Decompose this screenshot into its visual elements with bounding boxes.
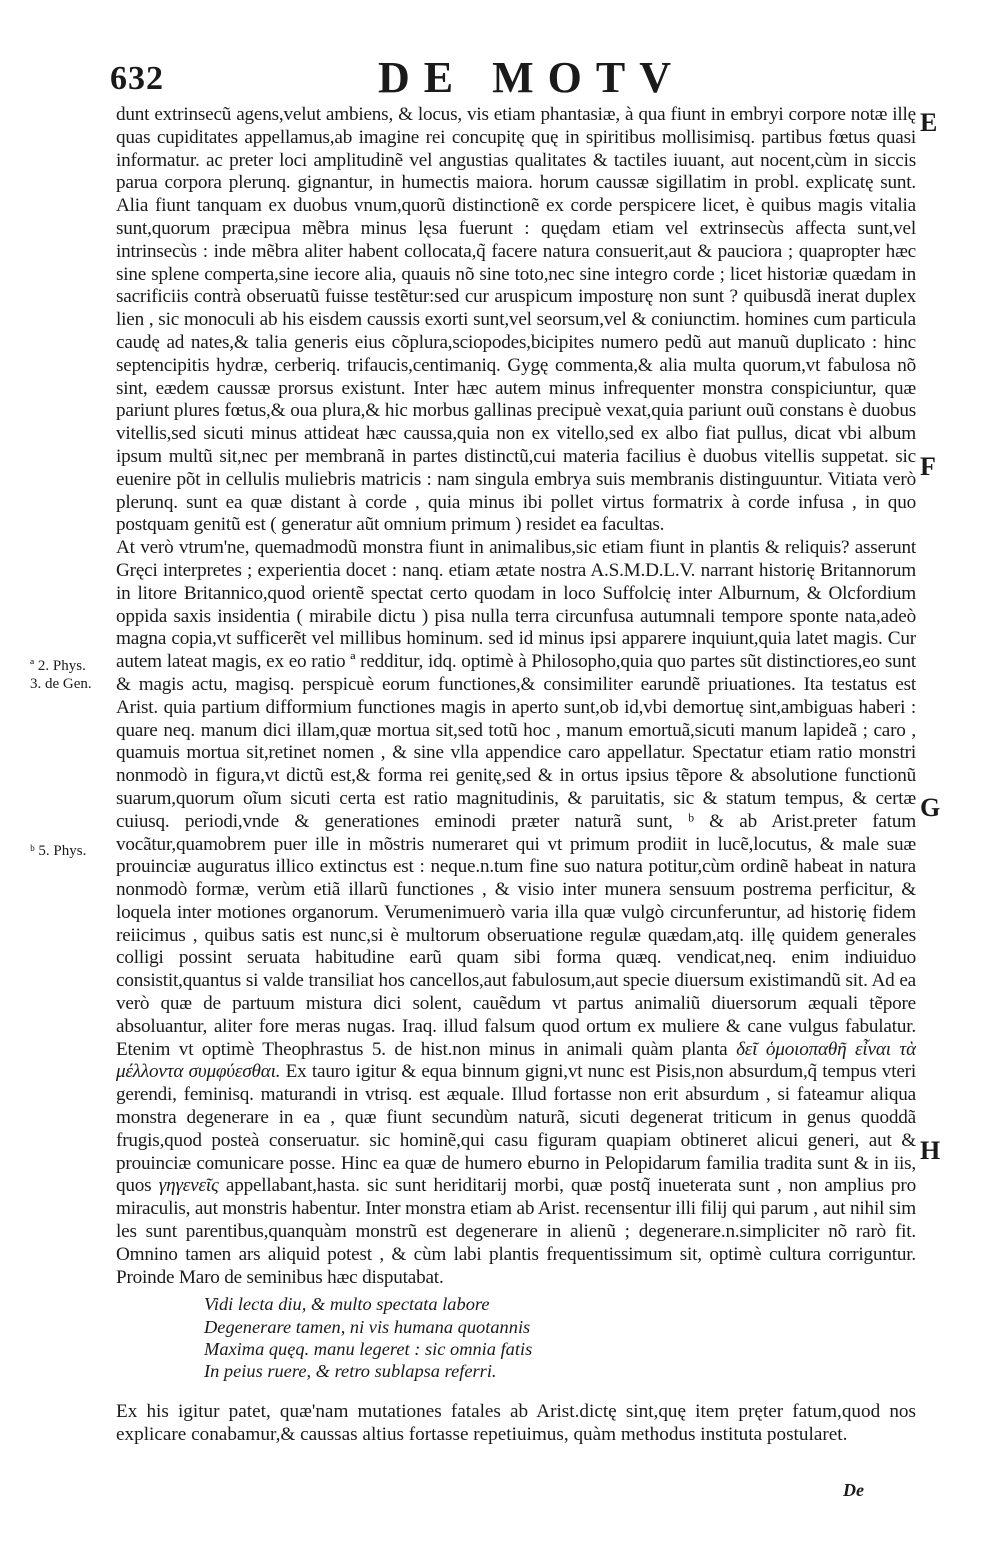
paragraph: dunt extrinsecũ agens,velut ambiens, & locus, vis etiam phantasiæ, à qua fiunt in embryi corpore notæ illę quas cupiditates appellamus,ab imagine rei concupitę quę in spiritibus mollisimisq. partibus fœtus quasi informatur. ac preter loci amplitudinẽ vel angustias qualitates & tactiles iuuant, aut nocent,cùm in siccis parua corpora plerunq. gignantur, in humectis maiora. horum caussæ sigillatim in probl. explicatę sunt. Alia fiunt tanquam ex duobus vnum,quorũ distinctionẽ ex corde perspicere licet, è quibus magis vitalia sunt,quorum præcipua mẽbra minus lęsa fuerunt : quędam etiam vel extrinsecùs affecta sunt,vel intrinsecùs : inde mẽbra aliter habent collocata,q̃ facere natura consuerit,aut & pauciora ; quapropter hæc sine splene comperta,sine iecore alia, quauis nõ sine toto,nec sine integro corde ; licet historiæ quædam in sacrificiis contrà obseruatũ fuisse testẽtur:sed cur aruspicum imposturę non sunt ? quibusdã inerat duplex lien , sic monoculi ab his eisdem caussis exorti sunt,vel seorsum,vel & coniunctim. homines cum particula caudę ad nates,& talia generis eius cõplura,sciopodes,bicipites numero pedũ aut manuũ duplicato : hinc septencipitis hydræ, cerberiq. trifaucis,centimaniq. Gygę commenta,& alia multa quorum,vt fabulosa nõ sint, eædem caussæ prorsus existunt. Inter hæc autem minus infrequenter monstra conspiciuntur, quæ pariunt plures fœtus,& oua plura,& hic morbus gallinas precipuè vexat,quia pariunt ouũ constans è duobus vitellis,sed sicuti minus attideat hæc caussa,quia non ex vitello,sed ex albo fiat pullus, dicat vbi album ipsum multũ sit,nec per membranã in partes distinctũ,cui materia facilius è duobus vitellis suppetat. sic euenire põt in cellulis muliebris matricis : nam singula embrya suis membranis distinguuntur. Vitiata verò plerunq. sunt ea quæ distant à corde , quia minus ibi pollet virtus formatrix à corde infusa , in quo postquam genitũ est ( generatur aũt omnium primum ) residet ea facultas. [116, 104, 916, 536]
running-head: DE MOTV [378, 53, 685, 102]
verse-line: Maxima quęq. manu legeret : sic omnia fatis [204, 1338, 533, 1359]
section-letter: G [920, 793, 941, 822]
verse-line: Degenerare tamen, ni vis humana quotannis [204, 1316, 531, 1337]
paragraph-text: appellabant,hasta. sic sunt heriditarij morbi, quæ postq̃ inueterata sunt , non amplius pro miraculis, aut monstris habentur. Inter monstra etiam ab Arist. recensentur illi filij qui parum , aut nihil sim les sunt parentibus,quanquàm monstrũ est degenerare in alienũ ; degenerare.n.simpliciter nõ rarò fit. Omnino tamen ars aliquid potest , & cùm labi plantis frequentissimum sit, optimè cultura corriguntur. Proinde Maro de seminibus hæc disputabat. [116, 1175, 916, 1288]
section-letter: F [920, 452, 936, 481]
margin-note: ᵇ 5. Phys. [30, 843, 87, 859]
page-header [110, 52, 930, 104]
verse-quote [204, 1293, 916, 1382]
section-letter: E [920, 108, 938, 137]
verse-line: In peius ruere, & retro sublapsa referri. [204, 1361, 497, 1382]
catchword: De [843, 1480, 864, 1500]
paragraph-text: At verò vtrum'ne, quemadmodũ monstra fiunt in animalibus,sic etiam fiunt in plantis & reliquis? asserunt Gręci interpretes ; experientia docet : nanq. etiam ætate nostra A.S.M.D.L.V. narrant historię Britannorum in litore Britannico,quod orientẽ spectat certo quodam in loco Suffolcię inter Alburnum, & Olcfordium oppida saxis insidentia ( mirabile dictu ) pisa nulla terra circunfusa autumnali tempore sponte nata,adeò magna copia,vt sufficerẽt vel millibus hominum. sed id minus ipsi apparere inquiunt,quia latet magis. Cur autem lateat magis, ex eo ratio ª redditur, idq. optimè à Philosopho,quia quo partes sũt distinctiores,eo sunt & magis actu, magisq. perspicuè eorum functiones,& consimiliter earundẽ priuationes. Ita testatus est Arist. quia partium difformium functiones magis in aperto sunt,ob id,vbi demortuę sint,ambiguas haberi : quare neq. manum dici illam,quæ mortua sit,sed totũ hoc , manum emortuã,sicuti manum lapideã ; caro , quamuis mortua sit,retinet nomen , & sine vlla appendice caro appellatur. Spectatur etiam ratio monstri nonmodò in figura,vt dictũ est,& forma rei genitę,sed & in ortus ipsius tẽpore & absolutione functionũ suarum,quorum oĩum sicuti certa est ratio magnitudinis, & paruitatis, sic & statum tempus, & certæ cuiusq. periodi,vnde & generationes eminodi præter naturã sunt, ᵇ & ab Arist.preter fatum vocãtur,quamobrem puer ille in mõstris numeraret qui vt primum prodiit in lucẽ,locutus, & male suæ prouinciæ auguratus illico extinctus est : neque.n.tum fine suo natura potitur,cùm ordinẽ habeat in natura nonmodò formæ, verùm etiã illarũ functiones , & visio inter munera sensuum postrema perficitur, & loquela inter motiones organorum. Verumenimuerò varia illa quæ vulgò circunferuntur, ad historię fidem reiicimus , quibus satis est nunc,si è multorum obseruatione regulæ quædam,atq. illę quidem generales colligi possint seruata habitudine earũ quam sibi forma quæq. vendicat,neq. enim indiuiduo consistit,quantus si valde transiliat hos cancellos,aut fabulosum,aut specie diuersum existimandũ sit. Ad ea verò quæ de partuum mistura dici solent, cauẽdum vt partus animaliũ diuersorum æquali tẽpore absoluantur, aliter fore meras nugas. Iraq. illud falsum quod ortum ex muliere & cane vulgus fabulatur. Etenim vt optimè Theophrastus 5. de hist.non minus in animali quàm planta [116, 537, 916, 1060]
margin-note: 3. de Gen. [30, 676, 92, 692]
page-number: 632 [110, 60, 164, 97]
verse-line: Vidi lecta diu, & multo spectata labore [204, 1294, 490, 1315]
greek-word: γηγενεῖς [158, 1175, 219, 1197]
section-letter: H [920, 1136, 941, 1165]
greek-phrase: δεῖ ὁμοιοπαθῆ εἶναι τὰ μέλλοντα συμφύεσθαι. [116, 1038, 916, 1083]
margin-note: ª 2. Phys. [30, 658, 86, 674]
paragraph [116, 537, 916, 1289]
paragraph: Ex his igitur patet, quæ'nam mutationes fatales ab Arist.dictę sint,quę item pręter fatum,quod nos explicare conabamur,& caussas altius fortasse repetiuimus, quàm methodus instituta postularet. [116, 1401, 916, 1446]
paragraph-text: Ex tauro igitur & equa binnum gigni,vt nunc est Pisis,non absurdum,q̃ tempus vteri gerendi, feminisq. maturandi in vtrisq. est æquale. Illud fortasse non erit absurdum , si fateamur aliqua monstra degenerare in ea , quæ fiunt secundùm naturã, sicuti degenerat triticum in genus quoddã frugis,quod posteà conseruatur. sic hominẽ,qui casu figuram quapiam obtineret alicui generi, aut & prouinciæ comunicare posse. Hinc ea quæ de humero eburno in Pelopidarum familia tradita sunt & in iis, quos [116, 1061, 916, 1197]
body-text [116, 104, 916, 1472]
